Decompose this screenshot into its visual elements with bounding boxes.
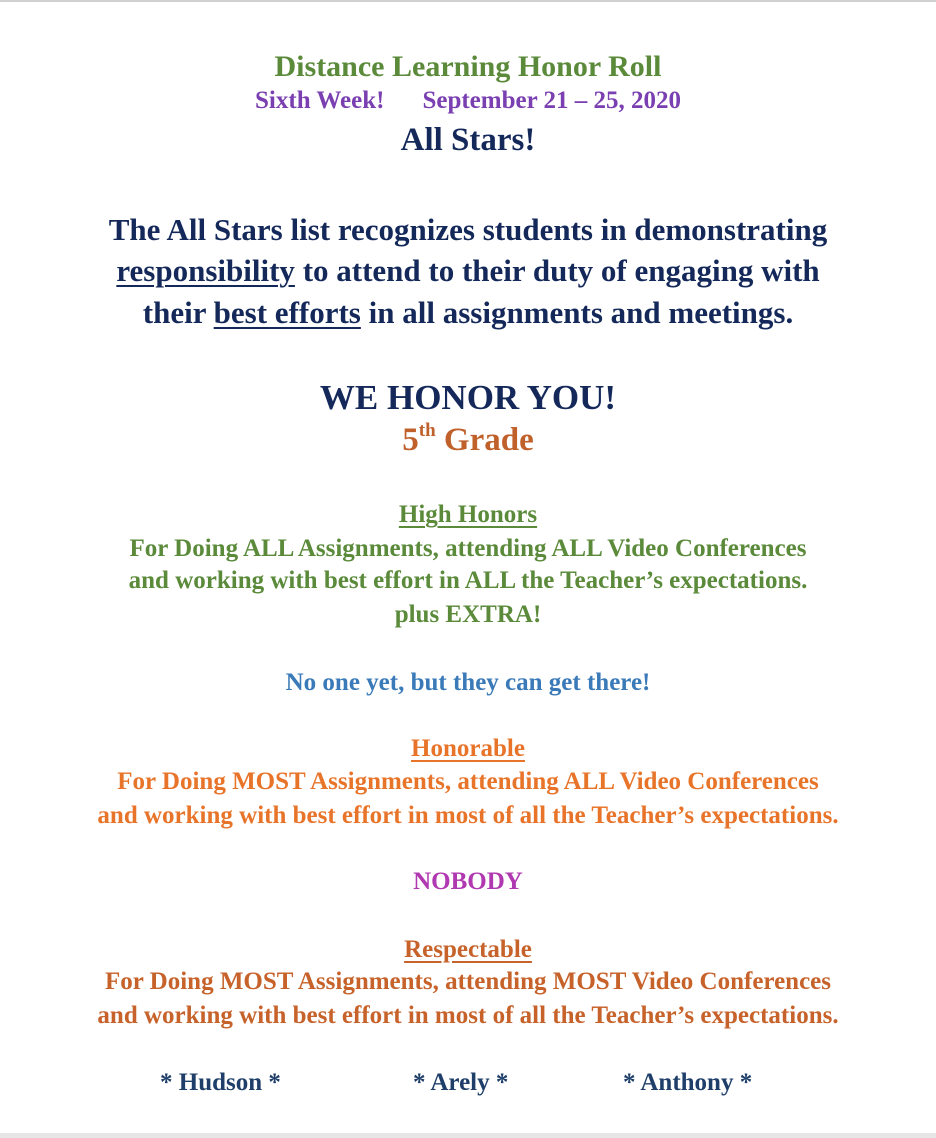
intro-line-3	[0, 297, 936, 328]
document-title: Distance Learning Honor Roll	[274, 50, 662, 83]
intro-line-3-start: their	[142, 295, 214, 330]
student-name: * Hudson *	[160, 1069, 281, 1096]
honorable-line-1: For Doing MOST Assignments, attending ALL Video Conferences	[117, 768, 819, 795]
high-honors-heading-text: High Honors	[398, 501, 538, 528]
top-border	[0, 0, 936, 2]
student-name: * Arely *	[413, 1069, 509, 1096]
grade-suffix: th	[418, 420, 436, 441]
respectable-line-1: For Doing MOST Assignments, attending MOST Video Conferences	[105, 968, 831, 995]
grade-label: Grade	[435, 422, 534, 458]
intro-line-1: The All Stars list recognizes students in demonstrating	[108, 212, 828, 247]
intro-line-2	[0, 255, 936, 286]
intro-line-3-rest: in all assignments and meetings.	[360, 295, 794, 330]
week-label: Sixth Week!	[255, 87, 385, 114]
best-efforts-underlined: best efforts	[213, 295, 361, 330]
grade-number: 5	[402, 422, 419, 458]
honorable-heading	[0, 736, 936, 761]
we-honor-you-heading: WE HONOR YOU!	[319, 378, 617, 417]
responsibility-underlined: responsibility	[116, 253, 295, 288]
high-honors-heading	[0, 502, 936, 527]
honorable-line-2: and working with best effort in most of all the Teacher’s expectations.	[97, 802, 839, 829]
honorable-result: NOBODY	[413, 868, 523, 895]
date-range: September 21 – 25, 2020	[422, 87, 681, 114]
high-honors-result: No one yet, but they can get there!	[285, 669, 651, 696]
respectable-heading	[0, 937, 936, 962]
bottom-border	[0, 1133, 936, 1138]
honorable-heading-text: Honorable	[411, 735, 525, 762]
student-name: * Anthony *	[623, 1069, 753, 1096]
week-line	[0, 88, 936, 113]
high-honors-line-1: For Doing ALL Assignments, attending ALL Video Conferences	[129, 535, 807, 562]
respectable-heading-text: Respectable	[404, 936, 532, 963]
high-honors-line-2: and working with best effort in ALL the Teacher’s expectations.	[128, 567, 808, 594]
respectable-line-2: and working with best effort in most of all the Teacher’s expectations.	[97, 1002, 839, 1029]
all-stars-heading: All Stars!	[400, 122, 536, 158]
intro-line-2-rest: to attend to their duty of engaging with	[294, 253, 820, 288]
grade-heading	[0, 420, 936, 458]
high-honors-line-3: plus EXTRA!	[394, 601, 542, 628]
